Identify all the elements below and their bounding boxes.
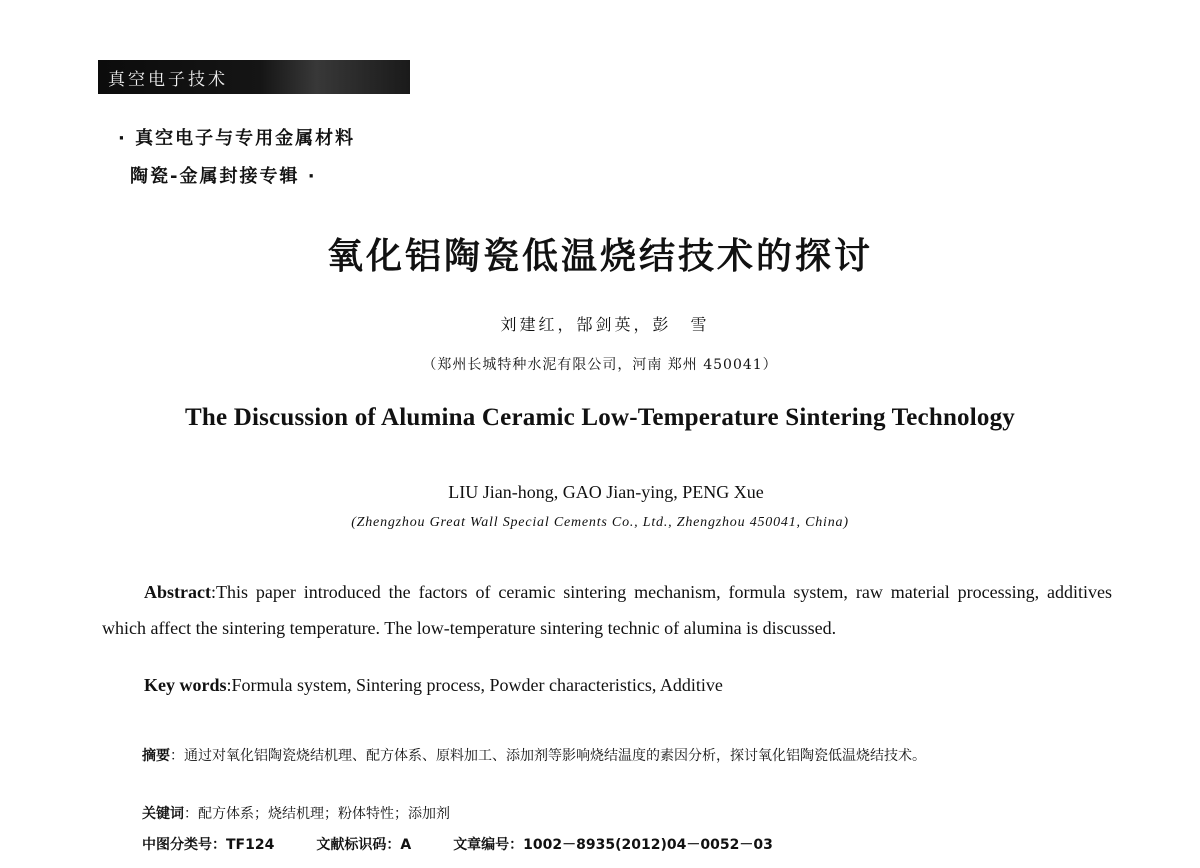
keywords-en-text: :Formula system, Sintering process, Powder characteristics, Additive <box>226 675 723 695</box>
affiliation-en: (Zhengzhou Great Wall Special Cements Co., Ltd., Zhengzhou 450041, China) <box>351 515 849 530</box>
abstract-en-text: :This paper introduced the factors of ceramic sintering mechanism, formula system, raw material processing, additives which affect the sintering temperature. The low-temperature sintering technic of alumina is discussed. <box>102 582 1112 638</box>
classification-row <box>142 834 773 854</box>
section-heading-line2: 陶瓷-金属封接专辑 · <box>130 166 317 187</box>
abstract-cn <box>102 740 1114 772</box>
journal-tag-label: 真空电子技术 <box>108 69 228 90</box>
journal-tag <box>98 60 410 94</box>
paper-title-en: The Discussion of Alumina Ceramic Low-Temperature Sintering Technology <box>184 404 1015 431</box>
abstract-cn-text: ：通过对氧化铝陶瓷烧结机理、配方体系、原料加工、添加剂等影响烧结温度的素因分析，探讨氧化铝陶瓷低温烧结技术。 <box>170 748 926 764</box>
abstract-en <box>102 574 1112 646</box>
paper-title-cn: 氧化铝陶瓷低温烧结技术的探讨 <box>326 236 873 277</box>
article-number: 文章编号：1002－8935(2012)04－0052－03 <box>453 837 773 853</box>
keywords-cn-label: 关键词 <box>142 806 184 822</box>
authors-cn: 刘建红，郜剑英，彭 雪 <box>500 315 710 334</box>
keywords-cn-text: ：配方体系；烧结机理；粉体特性；添加剂 <box>184 806 450 822</box>
abstract-en-label: Abstract <box>144 582 211 602</box>
keywords-cn <box>142 803 450 823</box>
keywords-en <box>144 675 723 696</box>
authors-en: LIU Jian-hong, GAO Jian-ying, PENG Xue <box>448 482 764 502</box>
keywords-en-label: Key words <box>144 675 227 695</box>
section-heading-line1: · 真空电子与专用金属材料 <box>118 128 356 149</box>
document-code: 文献标识码：A <box>316 837 412 853</box>
abstract-cn-label: 摘要 <box>142 748 170 764</box>
affiliation-cn: （郑州长城特种水泥有限公司，河南 郑州 450041） <box>422 357 778 373</box>
clc-number: 中图分类号：TF124 <box>142 837 275 853</box>
